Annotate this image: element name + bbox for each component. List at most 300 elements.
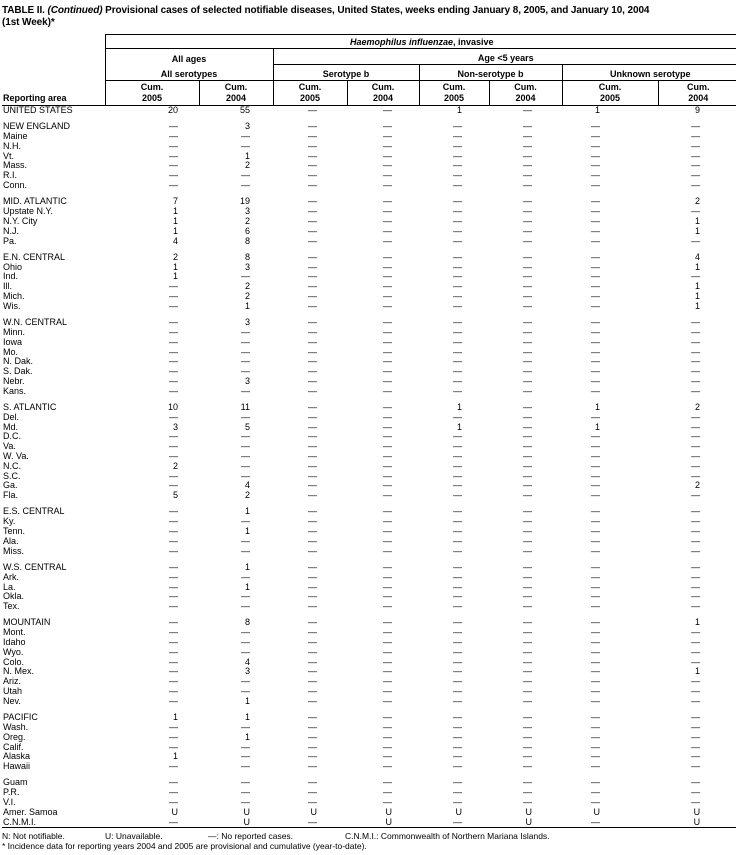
value-cell: — [523, 686, 532, 697]
value-cell: — [308, 346, 317, 357]
reporting-area-cell: Mo. [3, 346, 19, 357]
value-cell: — [691, 571, 701, 582]
value-cell: — [691, 695, 701, 706]
title-rest: Provisional cases of selected notifiable diseases, United States, weeks ending January 8, 2005, and January 10, 2004 [102, 5, 650, 16]
value-cell: — [591, 686, 600, 697]
value-cell: — [169, 676, 178, 687]
reporting-area-cell: Mont. [3, 627, 26, 638]
value-cell: — [383, 300, 392, 311]
value-cell: U [243, 806, 250, 817]
value-cell: — [169, 291, 178, 302]
value-cell: — [453, 431, 462, 442]
table-row [2, 217, 736, 227]
value-cell: — [453, 180, 462, 191]
value-cell: — [523, 140, 532, 151]
value-cell: — [453, 637, 462, 648]
value-cell: — [453, 777, 462, 788]
footnote-cnmi: C.N.M.I.: Commonwealth of Northern Mariana Islands. [345, 831, 550, 842]
value-cell: — [308, 741, 317, 752]
value-cell: — [523, 676, 532, 687]
value-cell: — [308, 235, 317, 246]
subgroup-non-serotype-b: Non-serotype b [419, 65, 562, 81]
table-row [2, 116, 736, 132]
subgroup-unknown-serotype: Unknown serotype [562, 65, 736, 81]
value-cell: U [385, 816, 392, 827]
value-cell: — [308, 356, 317, 367]
value-cell: 1 [172, 206, 178, 217]
value-cell: — [383, 170, 392, 181]
value-cell: — [308, 460, 317, 471]
value-cell: — [241, 336, 250, 347]
value-cell: — [453, 300, 462, 311]
value-cell: — [308, 480, 317, 491]
value-cell: 7 [172, 196, 178, 207]
value-cell: — [523, 470, 532, 481]
value-cell: 2 [695, 480, 701, 491]
value-cell: — [383, 601, 392, 612]
value-cell: — [169, 336, 178, 347]
value-cell: — [523, 441, 532, 452]
value-cell: — [453, 545, 462, 556]
value-cell: — [308, 721, 317, 732]
value-cell: — [308, 326, 317, 337]
value-cell: 4 [172, 235, 178, 246]
value-cell: — [383, 571, 392, 582]
reporting-area-cell: Ala. [3, 535, 19, 546]
value-cell: 4 [695, 251, 701, 262]
reporting-area-cell: Md. [3, 421, 19, 432]
value-cell: — [241, 460, 250, 471]
value-cell: — [383, 140, 392, 151]
reporting-area-cell: W.S. CENTRAL [3, 561, 67, 572]
value-cell: — [383, 591, 392, 602]
value-cell: — [591, 816, 600, 827]
value-cell: — [591, 261, 600, 272]
value-cell: — [591, 460, 600, 471]
table-row [2, 237, 736, 247]
value-cell: 1 [244, 506, 250, 517]
reporting-area-header: Reporting area [2, 35, 105, 106]
reporting-area-cell: Maine [3, 131, 28, 142]
value-cell: 1 [244, 150, 250, 161]
reporting-area-cell: La. [3, 581, 16, 592]
value-cell: — [691, 451, 701, 461]
value-cell: — [691, 366, 701, 377]
value-cell: — [523, 235, 532, 246]
title-line2: (1st Week)* [2, 17, 55, 28]
reporting-area-cell: N.J. [3, 225, 20, 236]
value-cell: — [383, 366, 392, 377]
value-cell: — [241, 741, 250, 752]
value-cell: — [523, 561, 532, 572]
value-cell: 8 [244, 251, 250, 262]
value-cell: — [453, 761, 462, 772]
value-cell: — [241, 431, 250, 442]
value-cell: — [383, 326, 392, 337]
value-cell: U [171, 806, 178, 817]
value-cell: — [453, 441, 462, 452]
value-cell: — [169, 411, 178, 422]
value-cell: — [691, 721, 701, 732]
value-cell: — [169, 140, 178, 151]
value-cell: — [383, 656, 392, 667]
value-cell: — [383, 712, 392, 723]
value-cell: — [523, 617, 532, 628]
value-cell: — [308, 761, 317, 772]
table-row [2, 481, 736, 491]
table-row [2, 687, 736, 697]
value-cell: — [169, 627, 178, 638]
value-cell: — [523, 375, 532, 386]
value-cell: — [241, 326, 250, 337]
value-cell: — [591, 741, 600, 752]
table-row [2, 602, 736, 612]
table-row [2, 638, 736, 648]
value-cell: — [169, 366, 178, 377]
value-cell: — [523, 300, 532, 311]
reporting-area-cell: PACIFIC [3, 712, 38, 723]
value-cell: 3 [244, 121, 250, 132]
value-cell: — [383, 160, 392, 171]
value-cell: 1 [244, 561, 250, 572]
value-cell: — [591, 356, 600, 367]
value-cell: — [383, 516, 392, 527]
value-cell: — [241, 777, 250, 788]
value-cell: — [591, 140, 600, 151]
value-cell: 1 [456, 421, 462, 432]
value-cell: — [169, 581, 178, 592]
table-row [2, 818, 736, 828]
value-cell: 2 [244, 160, 250, 171]
reporting-area-cell: Hawaii [3, 761, 31, 772]
reporting-area-cell: N.H. [3, 140, 21, 151]
value-cell: — [308, 666, 317, 677]
table-row [2, 592, 736, 602]
reporting-area-cell: R.I. [3, 170, 18, 181]
value-cell: 4 [244, 480, 250, 491]
value-cell: — [523, 480, 532, 491]
value-cell: — [591, 535, 600, 546]
value-cell: — [169, 777, 178, 788]
table-row [2, 423, 736, 433]
value-cell: — [453, 261, 462, 272]
value-cell: — [169, 741, 178, 752]
value-cell: — [691, 470, 701, 481]
value-cell: — [523, 105, 532, 115]
value-cell: — [453, 460, 462, 471]
cum-column-header: Cum. 2005 [419, 81, 489, 106]
value-cell: — [691, 170, 701, 181]
value-cell: — [591, 666, 600, 677]
value-cell: — [453, 346, 462, 357]
table-row [2, 106, 736, 116]
table-row [2, 667, 736, 677]
value-cell: 8 [244, 235, 250, 246]
value-cell: — [523, 251, 532, 262]
value-cell: — [308, 656, 317, 667]
value-cell: — [169, 561, 178, 572]
value-cell: — [591, 480, 600, 491]
value-cell: 2 [172, 251, 178, 262]
value-cell: — [523, 356, 532, 367]
footnote-incidence: * Incidence data for reporting years 2004 and 2005 are provisional and cumulative (year-to-date). [2, 841, 367, 852]
value-cell: — [453, 676, 462, 687]
value-cell: — [591, 751, 600, 762]
value-cell: — [308, 646, 317, 657]
table-row [2, 191, 736, 207]
value-cell: — [591, 251, 600, 262]
value-cell: U [693, 806, 701, 817]
value-cell: — [308, 526, 317, 537]
value-cell: — [308, 402, 317, 413]
value-cell: — [383, 731, 392, 742]
value-cell: — [308, 215, 317, 226]
value-cell: — [523, 421, 532, 432]
value-cell: — [523, 150, 532, 161]
reporting-area-cell: Colo. [3, 656, 25, 667]
cum-column-header: Cum. 2005 [105, 81, 199, 106]
value-cell: — [453, 121, 462, 132]
value-cell: 1 [594, 421, 600, 432]
value-cell: — [591, 317, 600, 328]
value-cell: — [523, 581, 532, 592]
subgroup-serotype-b: Serotype b [273, 65, 419, 81]
value-cell: 3 [244, 375, 250, 386]
value-cell: — [383, 751, 392, 762]
value-cell: — [453, 411, 462, 422]
reporting-area-cell: Upstate N.Y. [3, 206, 53, 217]
table-row [2, 357, 736, 367]
value-cell: 2 [244, 291, 250, 302]
value-cell: — [591, 336, 600, 347]
value-cell: U [525, 806, 532, 817]
value-cell: — [591, 617, 600, 628]
value-cell: — [453, 797, 462, 807]
value-cell: — [591, 676, 600, 687]
value-cell: — [453, 235, 462, 246]
value-cell: — [308, 121, 317, 132]
table-row [2, 132, 736, 142]
value-cell: — [383, 336, 392, 347]
table-row [2, 628, 736, 638]
value-cell: 5 [244, 421, 250, 432]
reporting-area-cell: Ohio [3, 261, 23, 272]
value-cell: — [383, 215, 392, 226]
value-cell: — [241, 346, 250, 357]
value-cell: — [383, 225, 392, 236]
table-row [2, 292, 736, 302]
value-cell: — [169, 281, 178, 292]
reporting-area-cell: MOUNTAIN [3, 617, 51, 628]
value-cell: — [453, 526, 462, 537]
table-row [2, 556, 736, 572]
value-cell: 3 [244, 317, 250, 328]
value-cell: — [308, 451, 317, 461]
value-cell: — [691, 627, 701, 638]
table-title [2, 5, 736, 29]
value-cell: — [169, 526, 178, 537]
value-cell: — [453, 617, 462, 628]
table-row [2, 142, 736, 152]
reporting-area-cell: Wyo. [3, 646, 24, 657]
value-cell: — [308, 170, 317, 181]
value-cell: — [308, 317, 317, 328]
reporting-area-cell: Ind. [3, 271, 19, 282]
value-cell: — [241, 385, 250, 396]
table-row [2, 302, 736, 312]
value-cell: — [308, 777, 317, 788]
table-row [2, 491, 736, 501]
value-cell: 2 [695, 196, 701, 207]
value-cell: — [691, 356, 701, 367]
value-cell: — [308, 490, 317, 501]
value-cell: 1 [172, 751, 178, 762]
table-row [2, 612, 736, 628]
value-cell: — [383, 526, 392, 537]
value-cell: — [523, 281, 532, 292]
reporting-area-cell: S.C. [3, 470, 21, 481]
value-cell: — [169, 326, 178, 337]
value-cell: — [453, 375, 462, 386]
value-cell: — [591, 281, 600, 292]
table-row [2, 161, 736, 171]
value-cell: — [383, 235, 392, 246]
value-cell: — [523, 506, 532, 517]
table-row [2, 723, 736, 733]
value-cell: — [241, 787, 250, 798]
table-row [2, 733, 736, 743]
cum-column-header: Cum. 2004 [199, 81, 273, 106]
value-cell: — [523, 160, 532, 171]
value-cell: — [691, 787, 701, 798]
value-cell: — [523, 336, 532, 347]
value-cell: 1 [244, 731, 250, 742]
value-cell: U [243, 816, 250, 827]
value-cell: — [241, 591, 250, 602]
value-cell: — [453, 751, 462, 762]
value-cell: — [308, 385, 317, 396]
reporting-area-cell: Amer. Samoa [3, 806, 58, 817]
value-cell: — [453, 170, 462, 181]
value-cell: — [308, 695, 317, 706]
value-cell: — [308, 601, 317, 612]
table-row [2, 517, 736, 527]
value-cell: — [453, 601, 462, 612]
reporting-area-cell: Nev. [3, 695, 21, 706]
value-cell: — [453, 281, 462, 292]
value-cell: — [308, 712, 317, 723]
value-cell: — [523, 180, 532, 191]
value-cell: — [308, 206, 317, 217]
table-row [2, 328, 736, 338]
value-cell: — [453, 656, 462, 667]
value-cell: — [383, 741, 392, 752]
table-row [2, 207, 736, 217]
value-cell: — [383, 346, 392, 357]
value-cell: — [691, 385, 701, 396]
reporting-area-cell: Alaska [3, 751, 31, 762]
value-cell: — [591, 545, 600, 556]
reporting-area-cell: Wis. [3, 300, 21, 311]
value-cell: — [591, 516, 600, 527]
value-cell: — [241, 451, 250, 461]
footnote-u: U: Unavailable. [105, 831, 163, 842]
value-cell: — [383, 490, 392, 501]
value-cell: — [453, 326, 462, 337]
value-cell: — [308, 581, 317, 592]
value-cell: — [241, 131, 250, 142]
value-cell: — [523, 712, 532, 723]
value-cell: 1 [244, 712, 250, 723]
cum-column-header: Cum. 2004 [347, 81, 419, 106]
value-cell: — [523, 402, 532, 413]
value-cell: — [523, 385, 532, 396]
value-cell: — [523, 656, 532, 667]
value-cell: — [169, 170, 178, 181]
value-cell: — [591, 180, 600, 191]
value-cell: — [453, 741, 462, 752]
value-cell: — [383, 131, 392, 142]
value-cell: — [591, 271, 600, 282]
value-cell: 9 [695, 105, 701, 115]
value-cell: — [383, 761, 392, 772]
value-cell: — [383, 261, 392, 272]
value-cell: — [591, 581, 600, 592]
value-cell: — [169, 300, 178, 311]
reporting-area-cell: Nebr. [3, 375, 25, 386]
cum-column-header: Cum. 2005 [562, 81, 658, 106]
value-cell: — [241, 441, 250, 452]
value-cell: — [383, 411, 392, 422]
value-cell: — [383, 421, 392, 432]
value-cell: — [453, 470, 462, 481]
value-cell: — [691, 336, 701, 347]
value-cell: — [241, 170, 250, 181]
value-cell: — [308, 571, 317, 582]
value-cell: — [691, 686, 701, 697]
value-cell: — [383, 281, 392, 292]
value-cell: — [383, 787, 392, 798]
value-cell: — [523, 196, 532, 207]
reporting-area-cell: Iowa [3, 336, 23, 347]
reporting-area-cell: E.S. CENTRAL [3, 506, 65, 517]
value-cell: — [591, 206, 600, 217]
value-cell: — [241, 470, 250, 481]
value-cell: — [591, 225, 600, 236]
table-row [2, 583, 736, 593]
value-cell: — [691, 526, 701, 537]
value-cell: 3 [244, 261, 250, 272]
value-cell: — [691, 637, 701, 648]
value-cell: — [169, 761, 178, 772]
value-cell: — [241, 180, 250, 191]
value-cell: — [383, 646, 392, 657]
value-cell: — [383, 480, 392, 491]
value-cell: 2 [695, 402, 701, 413]
value-cell: — [241, 571, 250, 582]
value-cell: — [383, 196, 392, 207]
value-cell: — [383, 721, 392, 732]
value-cell: — [169, 695, 178, 706]
value-cell: — [241, 761, 250, 772]
reporting-area-cell: W.N. CENTRAL [3, 317, 68, 328]
value-cell: — [169, 816, 178, 827]
footnote-legend [2, 831, 736, 841]
value-cell: 20 [167, 105, 178, 115]
value-cell: — [241, 627, 250, 638]
value-cell: — [523, 411, 532, 422]
reporting-area-cell: Ill. [3, 281, 12, 292]
